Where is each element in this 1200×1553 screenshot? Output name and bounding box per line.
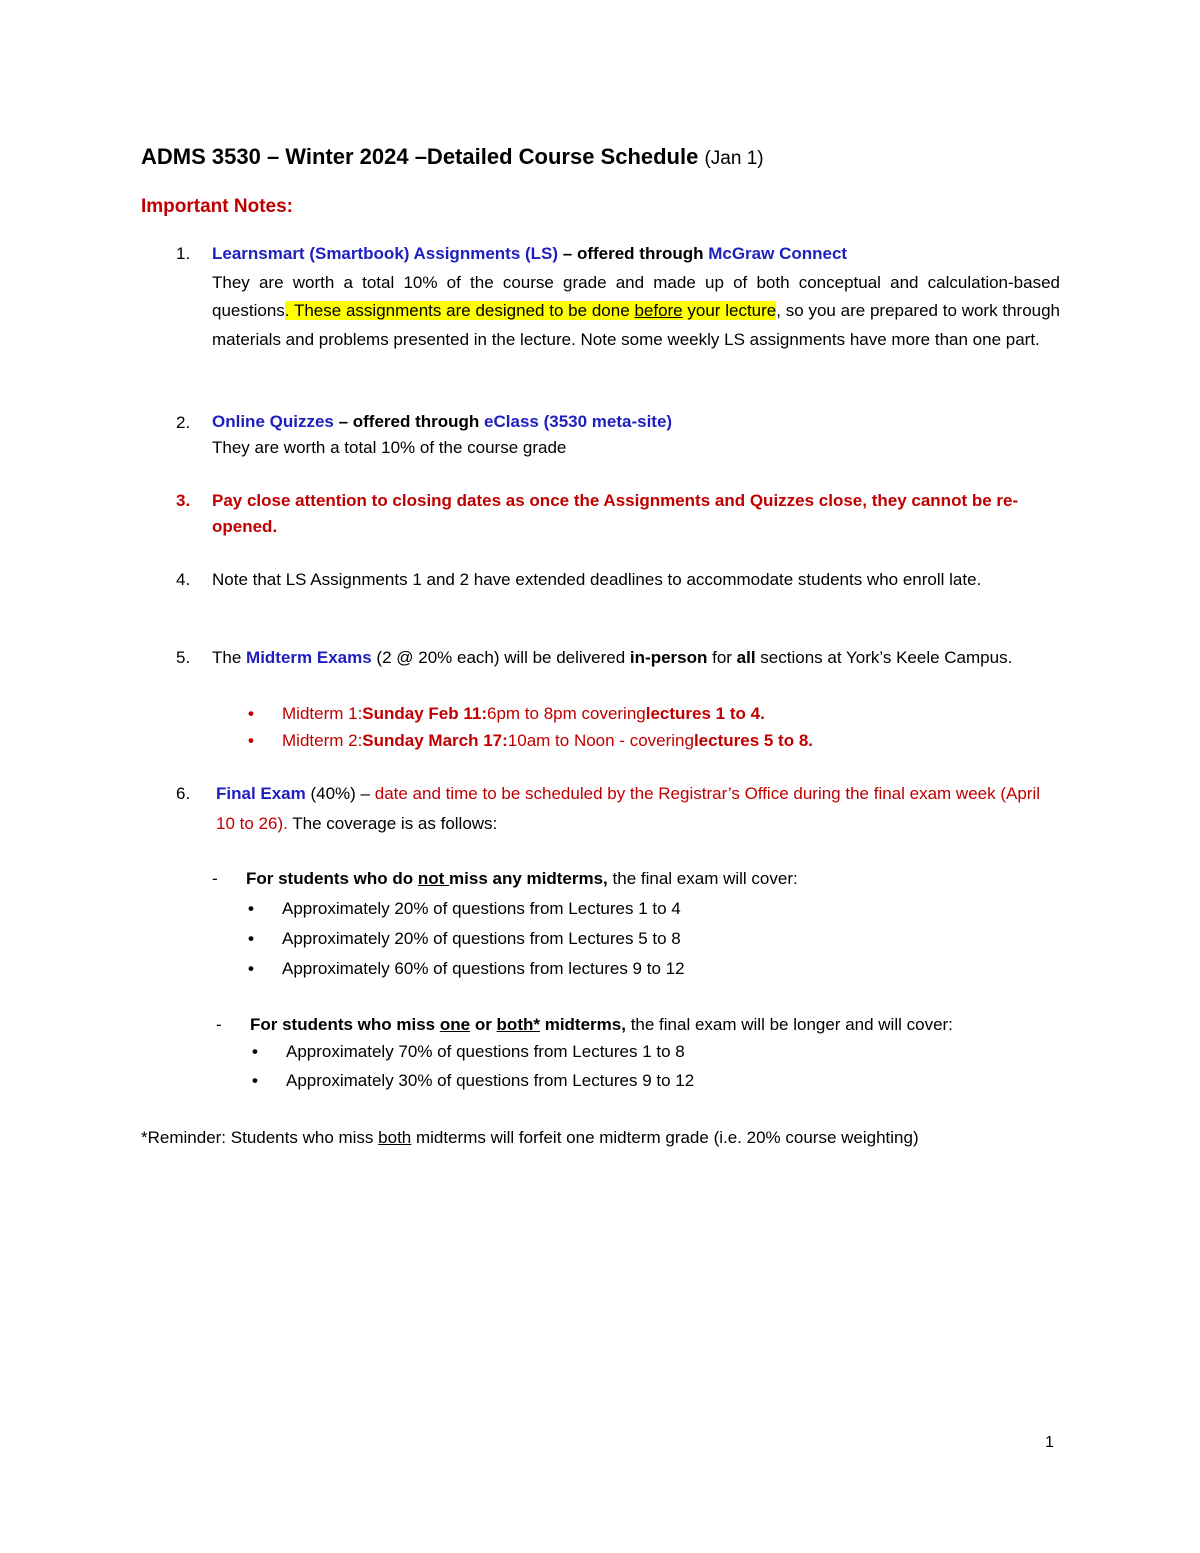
item-number: 2. [176, 413, 191, 432]
bullet-icon: • [248, 899, 254, 918]
item-number: 4. [176, 570, 191, 589]
coverage-group-no-miss: - For students who do not miss any midterms, the final exam will cover: [212, 869, 798, 888]
bullet-icon: • [248, 929, 254, 948]
item-number: 3. [176, 491, 191, 510]
item-heading: Online Quizzes – offered through eClass (3530 meta-site) [212, 412, 673, 431]
bullet-icon: • [248, 731, 254, 750]
item-description: The Midterm Exams (2 @ 20% each) will be delivered in-person for all sections at York’s Keele Campus. [212, 648, 1013, 667]
item-number: 1. [176, 244, 191, 263]
page-number: 1 [1045, 1434, 1054, 1451]
coverage-group-miss: - For students who miss one or both* midterms, the final exam will be longer and will cover: [216, 1015, 953, 1034]
highlighted-text: . These assignments are designed to be done before your lecture [284, 301, 777, 320]
item-number: 5. [176, 648, 191, 667]
bullet-icon: • [248, 704, 254, 723]
note-item-5 [176, 645, 1060, 671]
learnsmart-label: Learnsmart (Smartbook) Assignments (LS) [212, 244, 559, 263]
coverage-bullet: • Approximately 20% of questions from Lectures 1 to 4 [248, 895, 681, 923]
coverage-bullet: • Approximately 60% of questions from lectures 9 to 12 [248, 955, 685, 983]
item-description: They are worth a total 10% of the course grade and made up of both conceptual and calculation-based questions. These assignments are designed to be done before your lecture, so you are prepared to work through materials and problems presented in the lecture. Note some weekly LS assignments have more than one part. [212, 272, 1061, 349]
item-description: Final Exam (40%) – date and time to be scheduled by the Registrar’s Office during the final exam week (April 10 to 26). The coverage is as follows: [216, 784, 1040, 833]
bullet-icon: • [252, 1042, 258, 1061]
item-description: Note that LS Assignments 1 and 2 have extended deadlines to accommodate students who enroll late. [212, 570, 982, 589]
item-description: Pay close attention to closing dates as once the Assignments and Quizzes close, they cannot be re-opened. [212, 491, 1019, 536]
page-title [141, 144, 764, 170]
coverage-bullet: • Approximately 30% of questions from Lectures 9 to 12 [252, 1067, 694, 1095]
note-item-4 [176, 567, 1060, 593]
note-item-2 [176, 409, 1060, 461]
notes-heading: Important Notes: [141, 196, 293, 217]
note-item-1 [176, 240, 1060, 354]
coverage-bullet: • Approximately 70% of questions from Lectures 1 to 8 [252, 1038, 685, 1066]
note-item-3 [176, 488, 1060, 540]
coverage-bullet: • Approximately 20% of questions from Lectures 5 to 8 [248, 925, 681, 953]
eclass-label: eClass (3530 meta-site) [484, 412, 673, 431]
mcgraw-connect-label: McGraw Connect [708, 244, 848, 263]
item-description: They are worth a total 10% of the course grade [212, 438, 567, 457]
bullet-icon: • [252, 1071, 258, 1090]
online-quizzes-label: Online Quizzes [212, 412, 334, 431]
bullet-icon: • [248, 959, 254, 978]
midterm-1-bullet: • Midterm 1: Sunday Feb 11: 6pm to 8pm covering lectures 1 to 4. [248, 700, 765, 728]
item-heading: Learnsmart (Smartbook) Assignments (LS) – offered through McGraw Connect [212, 244, 848, 263]
item-number: 6. [176, 784, 191, 803]
note-item-6 [176, 779, 1060, 839]
midterm-2-bullet: • Midterm 2: Sunday March 17: 10am to Noon - covering lectures 5 to 8. [248, 727, 813, 755]
title-main: ADMS 3530 – Winter 2024 –Detailed Course Schedule [141, 144, 699, 169]
title-date: (Jan 1) [704, 148, 764, 169]
midterm-exams-label: Midterm Exams [246, 648, 372, 667]
final-exam-label: Final Exam [216, 784, 306, 803]
reminder-note: *Reminder: Students who miss both midterms will forfeit one midterm grade (i.e. 20% course weighting) [141, 1128, 919, 1147]
